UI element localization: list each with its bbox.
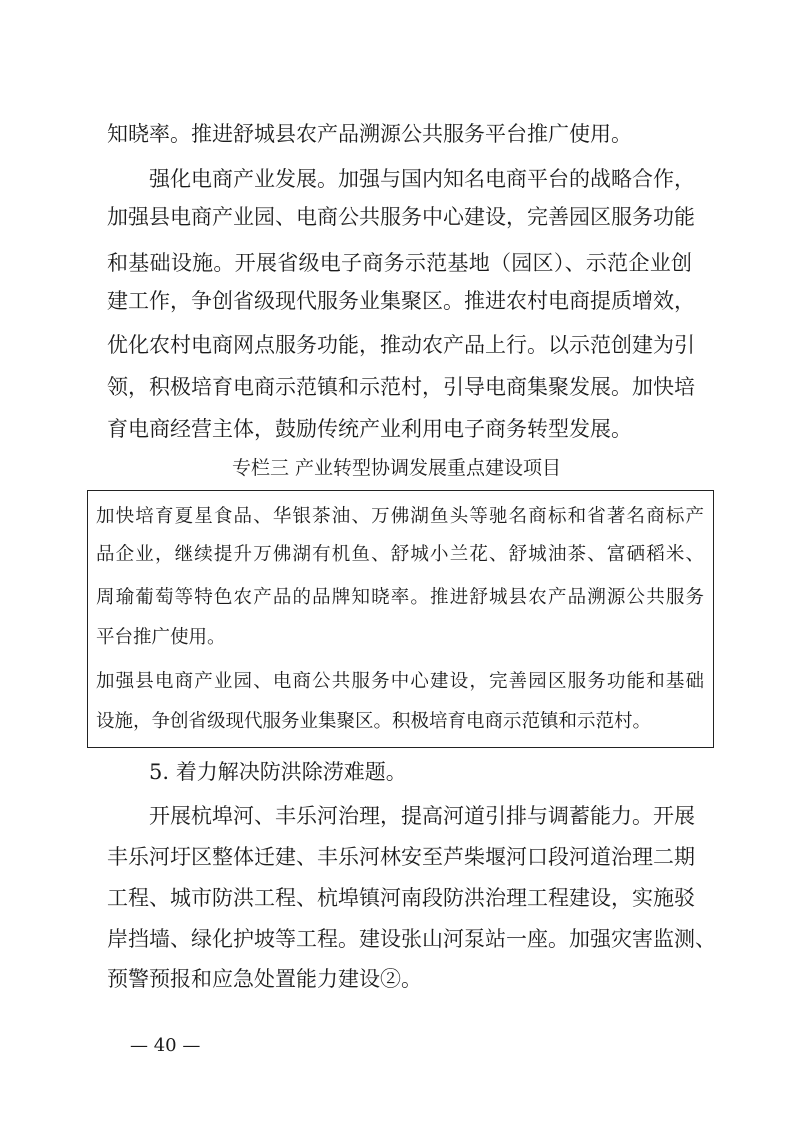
paragraph-line: 预警预报和应急处置能力建设②。 xyxy=(107,967,422,991)
paragraph-line: 开展杭埠河、丰乐河治理，提高河道引排与调蓄能力。开展 xyxy=(149,804,695,828)
paragraph-line: 和基础设施。开展省级电子商务示范基地（园区）、示范企业创 xyxy=(107,251,692,275)
paragraph-line: 领，积极培育电商示范镇和示范村，引导电商集聚发展。加快培 xyxy=(107,375,695,399)
paragraph-line: 优化农村电商网点服务功能，推动农产品上行。以示范创建为引 xyxy=(107,333,695,357)
paragraph-line: 强化电商产业发展。加强与国内知名电商平台的战略合作， xyxy=(149,167,695,191)
paragraph-line: 建工作，争创省级现代服务业集聚区。推进农村电商提质增效， xyxy=(107,289,695,313)
box-caption: 专栏三 产业转型协调发展重点建设项目 xyxy=(231,457,562,479)
paragraph-line: 知晓率。推进舒城县农产品溯源公共服务平台推广使用。 xyxy=(107,122,632,146)
box-line: 设施，争创省级现代服务业集聚区。积极培育电商示范镇和示范村。 xyxy=(96,711,652,732)
paragraph-line: 工程、城市防洪工程、杭埠镇河南段防洪治理工程建设，实施驳 xyxy=(107,886,695,910)
feature-box xyxy=(87,490,714,748)
box-line: 加快培育夏星食品、华银茶油、万佛湖鱼头等驰名商标和省著名商标产 xyxy=(96,506,704,527)
paragraph-line: 丰乐河圩区整体迁建、丰乐河林安至芦柴堰河口段河道治理二期 xyxy=(107,845,695,869)
paragraph-line: 岸挡墙、绿化护坡等工程。建设张山河泵站一座。加强灾害监测、 xyxy=(107,927,716,951)
paragraph-line: 加强县电商产业园、电商公共服务中心建设，完善园区服务功能 xyxy=(107,205,695,229)
box-line: 平台推广使用。 xyxy=(96,627,226,648)
page-number: — 40 — xyxy=(130,1035,201,1056)
box-line: 加强县电商产业园、电商公共服务中心建设，完善园区服务功能和基础 xyxy=(96,671,704,692)
box-line: 品企业，继续提升万佛湖有机鱼、舒城小兰花、舒城油茶、富硒稻米、 xyxy=(96,544,704,565)
paragraph-line: 育电商经营主体，鼓励传统产业利用电子商务转型发展。 xyxy=(107,417,632,441)
section-heading: 5. 着力解决防洪除涝难题。 xyxy=(149,760,407,784)
box-line: 周瑜葡萄等特色农产品的品牌知晓率。推进舒城县农产品溯源公共服务 xyxy=(96,587,704,608)
